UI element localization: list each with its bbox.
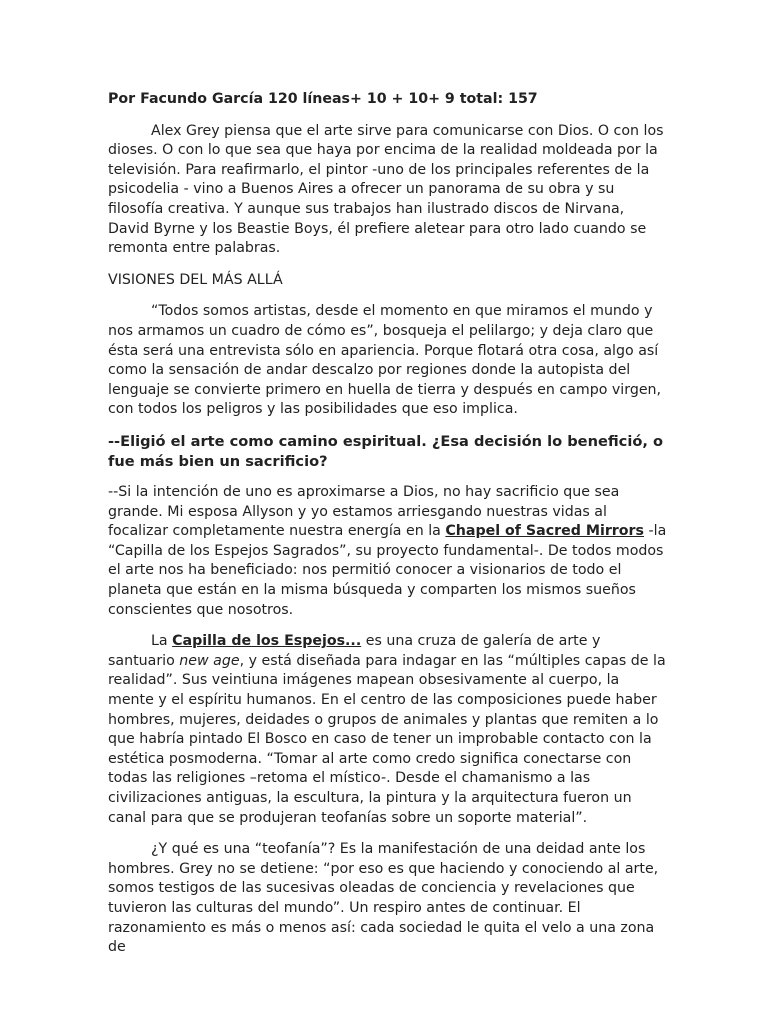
quote-paragraph: “Todos somos artistas, desde el momento en que miramos el mundo y nos armamos un cuadro de cómo es”, bosqueja el pelilargo; y deja claro que ésta será una entrevista sólo en apariencia. Porque flotará otra cosa, algo así como la sensación de andar descalzo por regiones donde la autopista del lenguaje se convierte primero en huella de tierra y después en campo virgen, con todos los peligros y las posibilidades que eso implica. xyxy=(108,303,662,418)
para-after: , y está diseñada para indagar en las “múltiples capas de la realidad”. Sus veintiuna imágenes mapean obsesivamente al cuerpo, la mente y el espíritu humanos. En el centro de las composiciones puede haber hombres, mujeres, deidades o grupos de animales y plantas que remiten a lo que habría pintado El Bosco en caso de tener un improbable contacto con la estética posmoderna. “Tomar al arte como credo significa conectarse con todas las religiones –retoma el místico-. Desde el chamanismo a las civilizaciones antiguas, la escultura, la pintura y la arquitectura fueron un canal para que se produjeran teofanías sobre un soporte material”. xyxy=(108,652,666,826)
para-mid: es una cruza de galería de arte y santuario xyxy=(108,633,601,669)
intro-paragraph: Alex Grey piensa que el arte sirve para comunicarse con Dios. O con los dioses. O con lo que sea que haya por encima de la realidad moldeada por la televisión. Para reafirmarlo, el pintor -uno de los principales referentes de la psicodelia - vino a Buenos Aires a ofrecer un panorama de su obra y su filosofía creativa. Y aunque sus trabajos han ilustrado discos de Nirvana, David Byrne y los Beastie Boys, él prefiere aletear para otro lado cuando se remonta entre palabras. xyxy=(108,122,664,257)
new-age-italic: new age xyxy=(179,652,240,669)
interview-answer xyxy=(108,483,668,620)
answer-text-after: -la “Capilla de los Espejos Sagrados”, su proyecto fundamental-. De todos modos el arte nos ha beneficiado: nos permitió conocer a visionarios de todo el planeta que están en la misma búsqueda y comparten los mismos sueños conscientes que nosotros. xyxy=(108,523,667,618)
byline-header: Por Facundo García 120 líneas+ 10 + 10+ 9 total: 157 xyxy=(108,91,538,107)
article-body xyxy=(108,90,668,958)
para-lead: La xyxy=(151,633,173,650)
teofania-paragraph: ¿Y qué es una “teofanía”? Es la manifestación de una deidad ante los hombres. Grey no se detiene: “por eso es que haciendo y conociendo al arte, somos testigos de las sucesivas oleadas de conciencia y revelaciones que tuvieron las culturas del mundo”. Un respiro antes de continuar. El razonamiento es más o menos así: cada sociedad le quita el velo a una zona de xyxy=(108,841,659,956)
answer-text-before: --Si la intención de uno es aproximarse a Dios, no hay sacrificio que sea grande. Mi esposa Allyson y yo estamos arriesgando nuestras vidas al focalizar completamente nuestra energía en la xyxy=(108,484,620,540)
capilla-link[interactable]: Capilla de los Espejos... xyxy=(172,633,362,650)
section-title: VISIONES DEL MÁS ALLÁ xyxy=(108,271,283,288)
chapel-link[interactable]: Chapel of Sacred Mirrors xyxy=(445,523,644,540)
interview-question: --Eligió el arte como camino espiritual. ¿Esa decisión lo benefició, o fue más bien un sacrificio? xyxy=(108,432,664,470)
chapel-description-paragraph xyxy=(108,632,668,828)
